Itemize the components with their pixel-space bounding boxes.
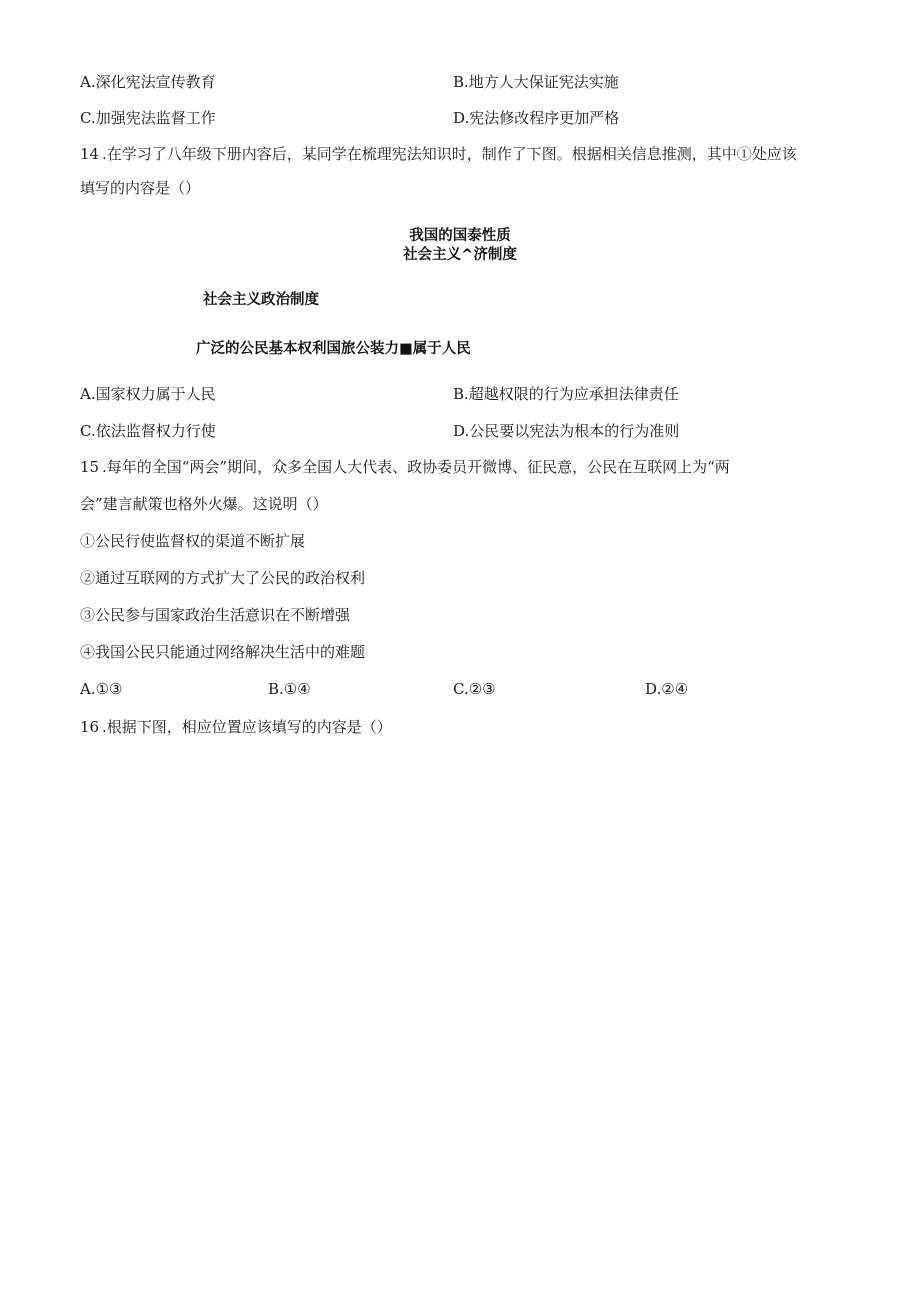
q14-option-d[interactable]: [453, 421, 679, 441]
q13-option-b[interactable]: [453, 72, 619, 92]
q14-option-c[interactable]: [80, 421, 216, 441]
q15-option-b[interactable]: [268, 679, 311, 699]
q15-statement-3: ③公民参与国家政治生活意识在不断增强: [80, 606, 351, 624]
option-text: ②④: [661, 680, 689, 698]
question-number: 16: [80, 718, 100, 736]
option-text: 超越权限的行为应承担法律责任: [468, 385, 679, 403]
option-letter: C.: [453, 680, 469, 698]
option-letter: B.: [453, 73, 469, 91]
option-letter: C.: [80, 109, 96, 127]
option-text: 依法监督权力行使: [95, 422, 216, 440]
option-letter: D.: [645, 680, 662, 698]
option-letter: A.: [80, 73, 96, 91]
q15-option-c[interactable]: [453, 679, 496, 699]
q15-statement-4: ④我国公民只能通过网络解决生活中的难题: [80, 643, 366, 661]
q14-diagram-line2: 社会主义^济制度: [403, 247, 517, 263]
option-text: 公民要以宪法为根本的行为准则: [469, 422, 680, 440]
option-letter: B.: [268, 680, 284, 698]
option-letter: D.: [453, 109, 470, 127]
question-stem: .每年的全国“两会”期间，众多全国人大代表、政协委员开微博、征民意，公民在互联网上为“两: [102, 458, 730, 476]
question-number: 15: [80, 458, 100, 476]
option-letter: C.: [80, 422, 96, 440]
question-number: 14: [80, 145, 100, 163]
q15-stem-line1: [80, 457, 730, 477]
q16-stem: [80, 717, 392, 737]
option-text: 宪法修改程序更加严格: [469, 109, 620, 127]
q15-stem-line2: 会”建言献策也格外火爆。这说明（）: [80, 495, 328, 513]
option-text: ①③: [95, 680, 123, 698]
q15-statement-1: ①公民行使监督权的渠道不断扩展: [80, 532, 306, 550]
option-letter: A.: [80, 385, 96, 403]
option-text: 国家权力属于人民: [95, 385, 216, 403]
q14-option-b[interactable]: [453, 384, 679, 404]
option-text: ②③: [468, 680, 496, 698]
option-letter: D.: [453, 422, 470, 440]
option-text: 加强宪法监督工作: [95, 109, 216, 127]
q13-option-a[interactable]: [80, 72, 216, 92]
q13-option-c[interactable]: [80, 108, 216, 128]
option-text: ①④: [283, 680, 311, 698]
option-text: 地方人大保证宪法实施: [468, 73, 619, 91]
q14-diagram-line4: 广泛的公民基本权利国旅公装力■属于人民: [196, 341, 471, 357]
q14-diagram-line3: 社会主义政治制度: [203, 292, 319, 308]
q15-option-d[interactable]: [645, 679, 688, 699]
q14-stem-line1: [80, 144, 797, 164]
q15-statement-2: ②通过互联网的方式扩大了公民的政治权利: [80, 569, 366, 587]
question-stem: .根据下图，相应位置应该填写的内容是（）: [102, 718, 392, 736]
q13-option-d[interactable]: [453, 108, 619, 128]
option-letter: B.: [453, 385, 469, 403]
option-text: 深化宪法宣传教育: [95, 73, 216, 91]
q15-option-a[interactable]: [80, 679, 123, 699]
q14-diagram-line1: 我国的国泰性质: [409, 228, 511, 244]
option-letter: A.: [80, 680, 96, 698]
question-stem: .在学习了八年级下册内容后，某同学在梳理宪法知识时，制作了下图。根据相关信息推测，其中①处应该: [102, 145, 797, 163]
q14-stem-line2: 填写的内容是（）: [80, 179, 201, 197]
q14-option-a[interactable]: [80, 384, 216, 404]
